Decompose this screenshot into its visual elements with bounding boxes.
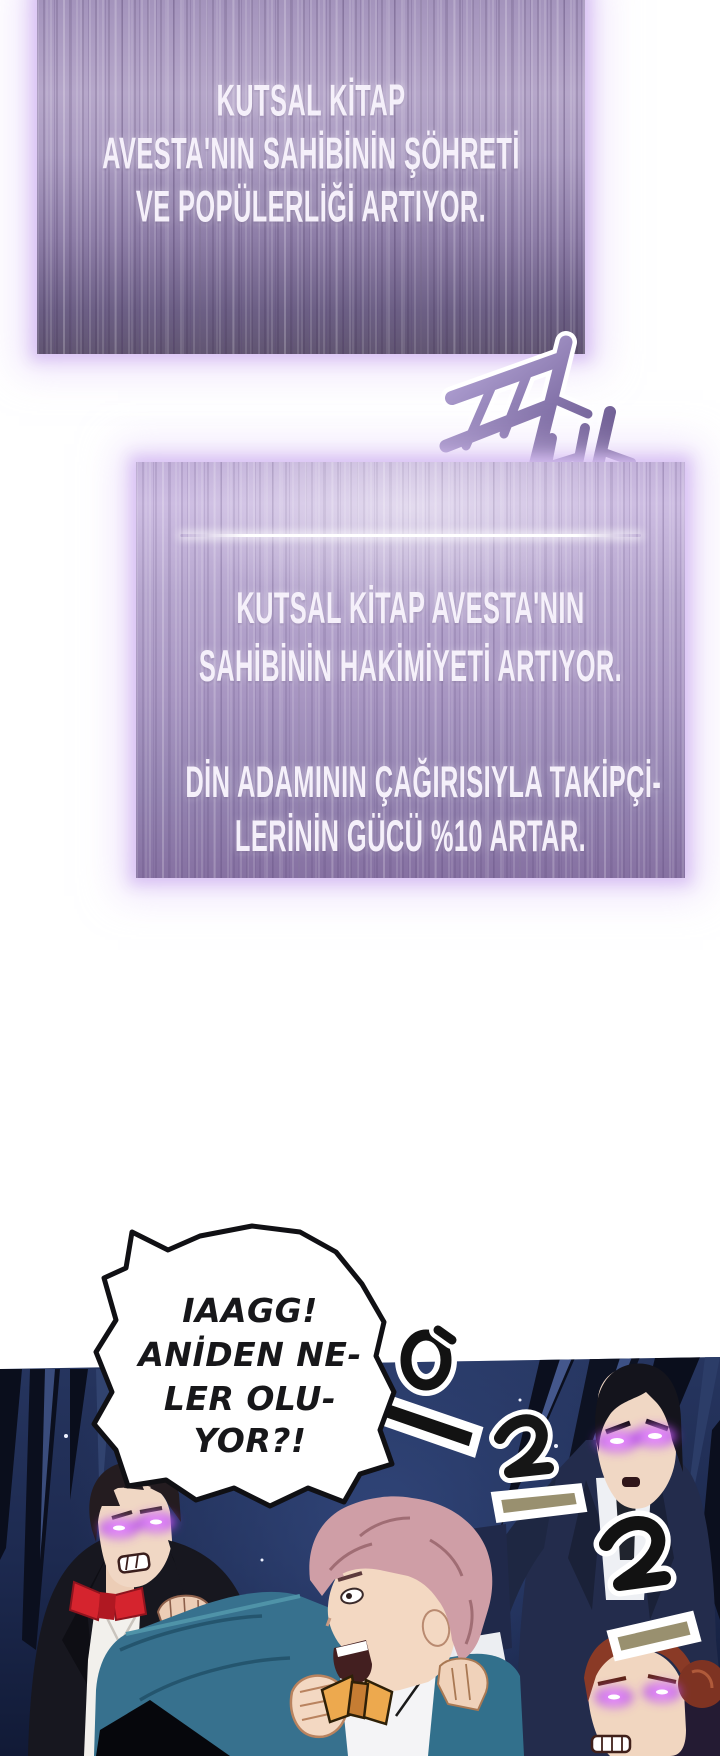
status-line: VE POPÜLERLİĞİ ARTIYOR. (135, 181, 487, 232)
bubble-line: IAAGG! (182, 1291, 318, 1330)
status-text-block (136, 580, 685, 696)
status-line: SAHİBİNİN HAKİMİYETİ ARTIYOR. (198, 641, 623, 692)
status-line: DİN ADAMININ ÇAĞIRISIYLA TAKİPÇİ- (185, 757, 662, 808)
status-text-block (37, 74, 585, 233)
status-line: KUTSAL KİTAP (216, 75, 406, 126)
divider-line (180, 534, 641, 537)
status-line: LERİNİN GÜCÜ %10 ARTAR. (234, 811, 587, 862)
status-line: KUTSAL KİTAP AVESTA'NIN (236, 583, 585, 634)
speech-bubble (94, 1226, 394, 1506)
night-scene-panel (0, 1180, 720, 1756)
bubble-line: LER OLU- (163, 1379, 337, 1418)
bubble-line: ANİDEN NE- (138, 1335, 362, 1374)
status-line: AVESTA'NIN SAHİBİNİN ŞÖHRETİ (102, 128, 520, 179)
status-window-dominance (136, 462, 685, 878)
bubble-line: YOR?! (193, 1421, 307, 1460)
status-text-block (136, 756, 685, 864)
